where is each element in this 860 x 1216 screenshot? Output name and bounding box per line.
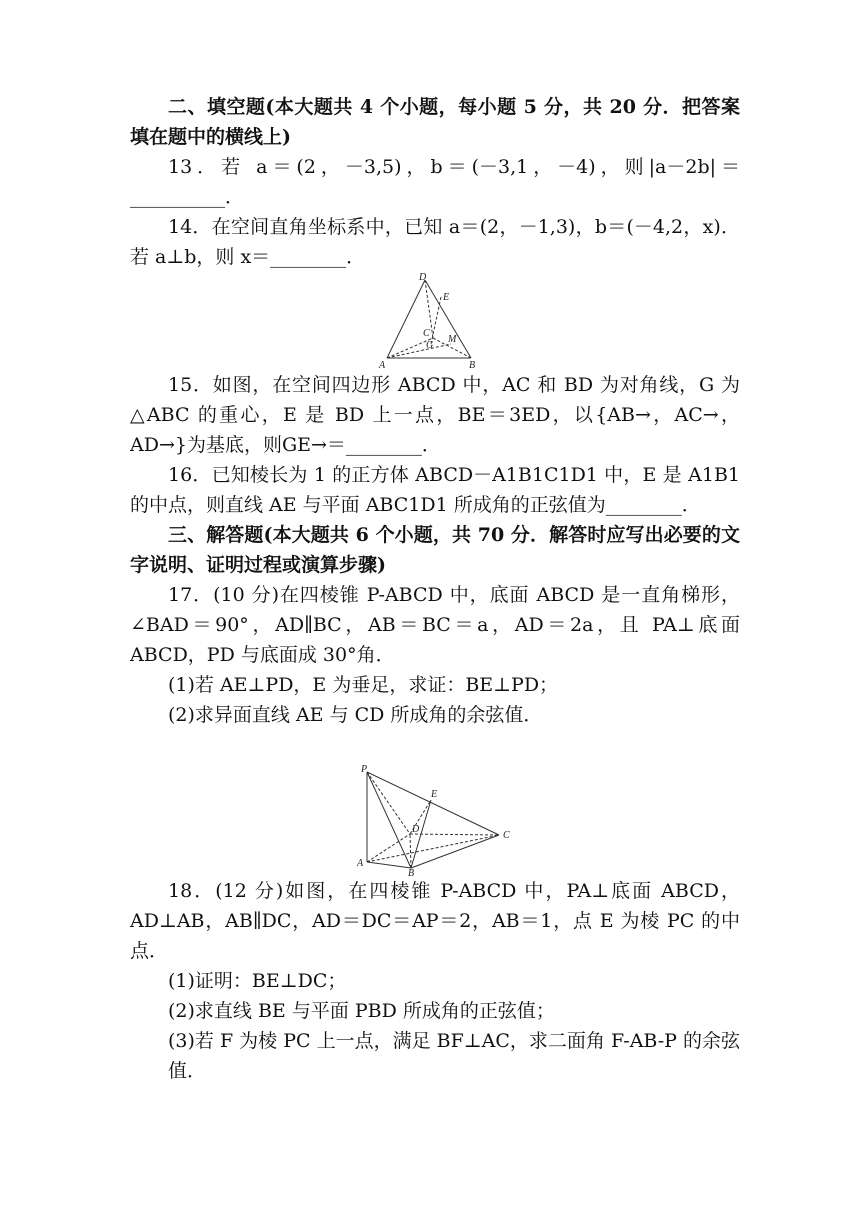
edge-PC bbox=[367, 772, 499, 835]
section-2-heading: 二、填空题(本大题共 4 个小题，每小题 5 分，共 20 分．把答案填在题中的横线上) bbox=[130, 96, 740, 148]
label-P: P bbox=[361, 764, 368, 775]
question-18-part-3: (3)若 F 为棱 PC 上一点，满足 BF⊥AC，求二面角 F-AB-P 的余弦值． bbox=[168, 1030, 740, 1082]
label-G: G bbox=[426, 340, 434, 351]
edge-BC bbox=[411, 835, 499, 868]
question-18-stem: 18．(12 分)如图，在四棱锥 P-ABCD 中，PA⊥底面 ABCD，AD⊥AB，AB∥DC，AD＝DC＝AP＝2，AB＝1，点 E 为棱 PC 的中点． bbox=[130, 880, 740, 962]
edge-AB bbox=[367, 862, 411, 868]
question-13: 13．若 a＝(2，－3,5)，b＝(－3,1，－4)，则|a－2b|＝__________． bbox=[130, 156, 740, 208]
diagonal-AC bbox=[367, 835, 499, 862]
question-17-part-1: (1)若 AE⊥PD，E 为垂足，求证：BE⊥PD； bbox=[168, 674, 559, 696]
question-17-part-2: (2)求异面直线 AE 与 CD 所成角的余弦值． bbox=[168, 704, 543, 726]
segment-GE bbox=[431, 297, 441, 344]
exam-page bbox=[130, 92, 740, 1086]
edge-PB bbox=[367, 772, 411, 868]
label-E: E bbox=[431, 789, 438, 800]
edge-AD bbox=[387, 280, 425, 358]
label-D: D bbox=[419, 272, 427, 283]
label-M: M bbox=[448, 334, 457, 345]
label-D: D bbox=[412, 824, 420, 835]
segment-BD bbox=[410, 834, 411, 868]
label-A: A bbox=[357, 858, 364, 869]
label-E: E bbox=[443, 292, 450, 303]
question-16: 16．已知棱长为 1 的正方体 ABCD－A1B1C1D1 中，E 是 A1B1 的中点，则直线 AE 与平面 ABC1D1 所成角的正弦值为________． bbox=[130, 464, 740, 516]
edge-DC bbox=[410, 834, 499, 835]
tetrahedron-figure bbox=[375, 272, 495, 370]
label-B: B bbox=[469, 360, 476, 370]
median-AM bbox=[387, 344, 451, 358]
question-18-part-1: (1)证明：BE⊥DC； bbox=[168, 970, 347, 992]
label-B: B bbox=[408, 868, 415, 876]
pyramid-figure bbox=[355, 764, 515, 876]
question-15: 15．如图，在空间四边形 ABCD 中，AC 和 BD 为对角线，G 为△ABC 的重心，E 是 BD 上一点，BE＝3ED，以{AB→，AC→，AD→}为基底，则GE→＝________． bbox=[130, 374, 740, 456]
label-A: A bbox=[379, 360, 386, 370]
section-3-heading: 三、解答题(本大题共 6 个小题，共 70 分．解答时应写出必要的文字说明、证明过程或演算步骤) bbox=[130, 524, 740, 576]
edge-PD bbox=[367, 772, 410, 834]
label-C: C bbox=[423, 328, 430, 339]
question-17-stem: 17．(10 分)在四棱锥 P-ABCD 中，底面 ABCD 是一直角梯形，∠BAD＝90°，AD∥BC，AB＝BC＝a，AD＝2a，且 PA⊥底面 ABCD，PD 与底面成 30°角． bbox=[130, 584, 740, 666]
question-18-part-2: (2)求直线 BE 与平面 PBD 所成角的正弦值； bbox=[168, 1000, 555, 1022]
label-C: C bbox=[503, 830, 510, 841]
question-14: 14．在空间直角坐标系中，已知 a＝(2，－1,3)，b＝(－4,2，x)．若 a⊥b，则 x＝________． bbox=[130, 216, 740, 268]
